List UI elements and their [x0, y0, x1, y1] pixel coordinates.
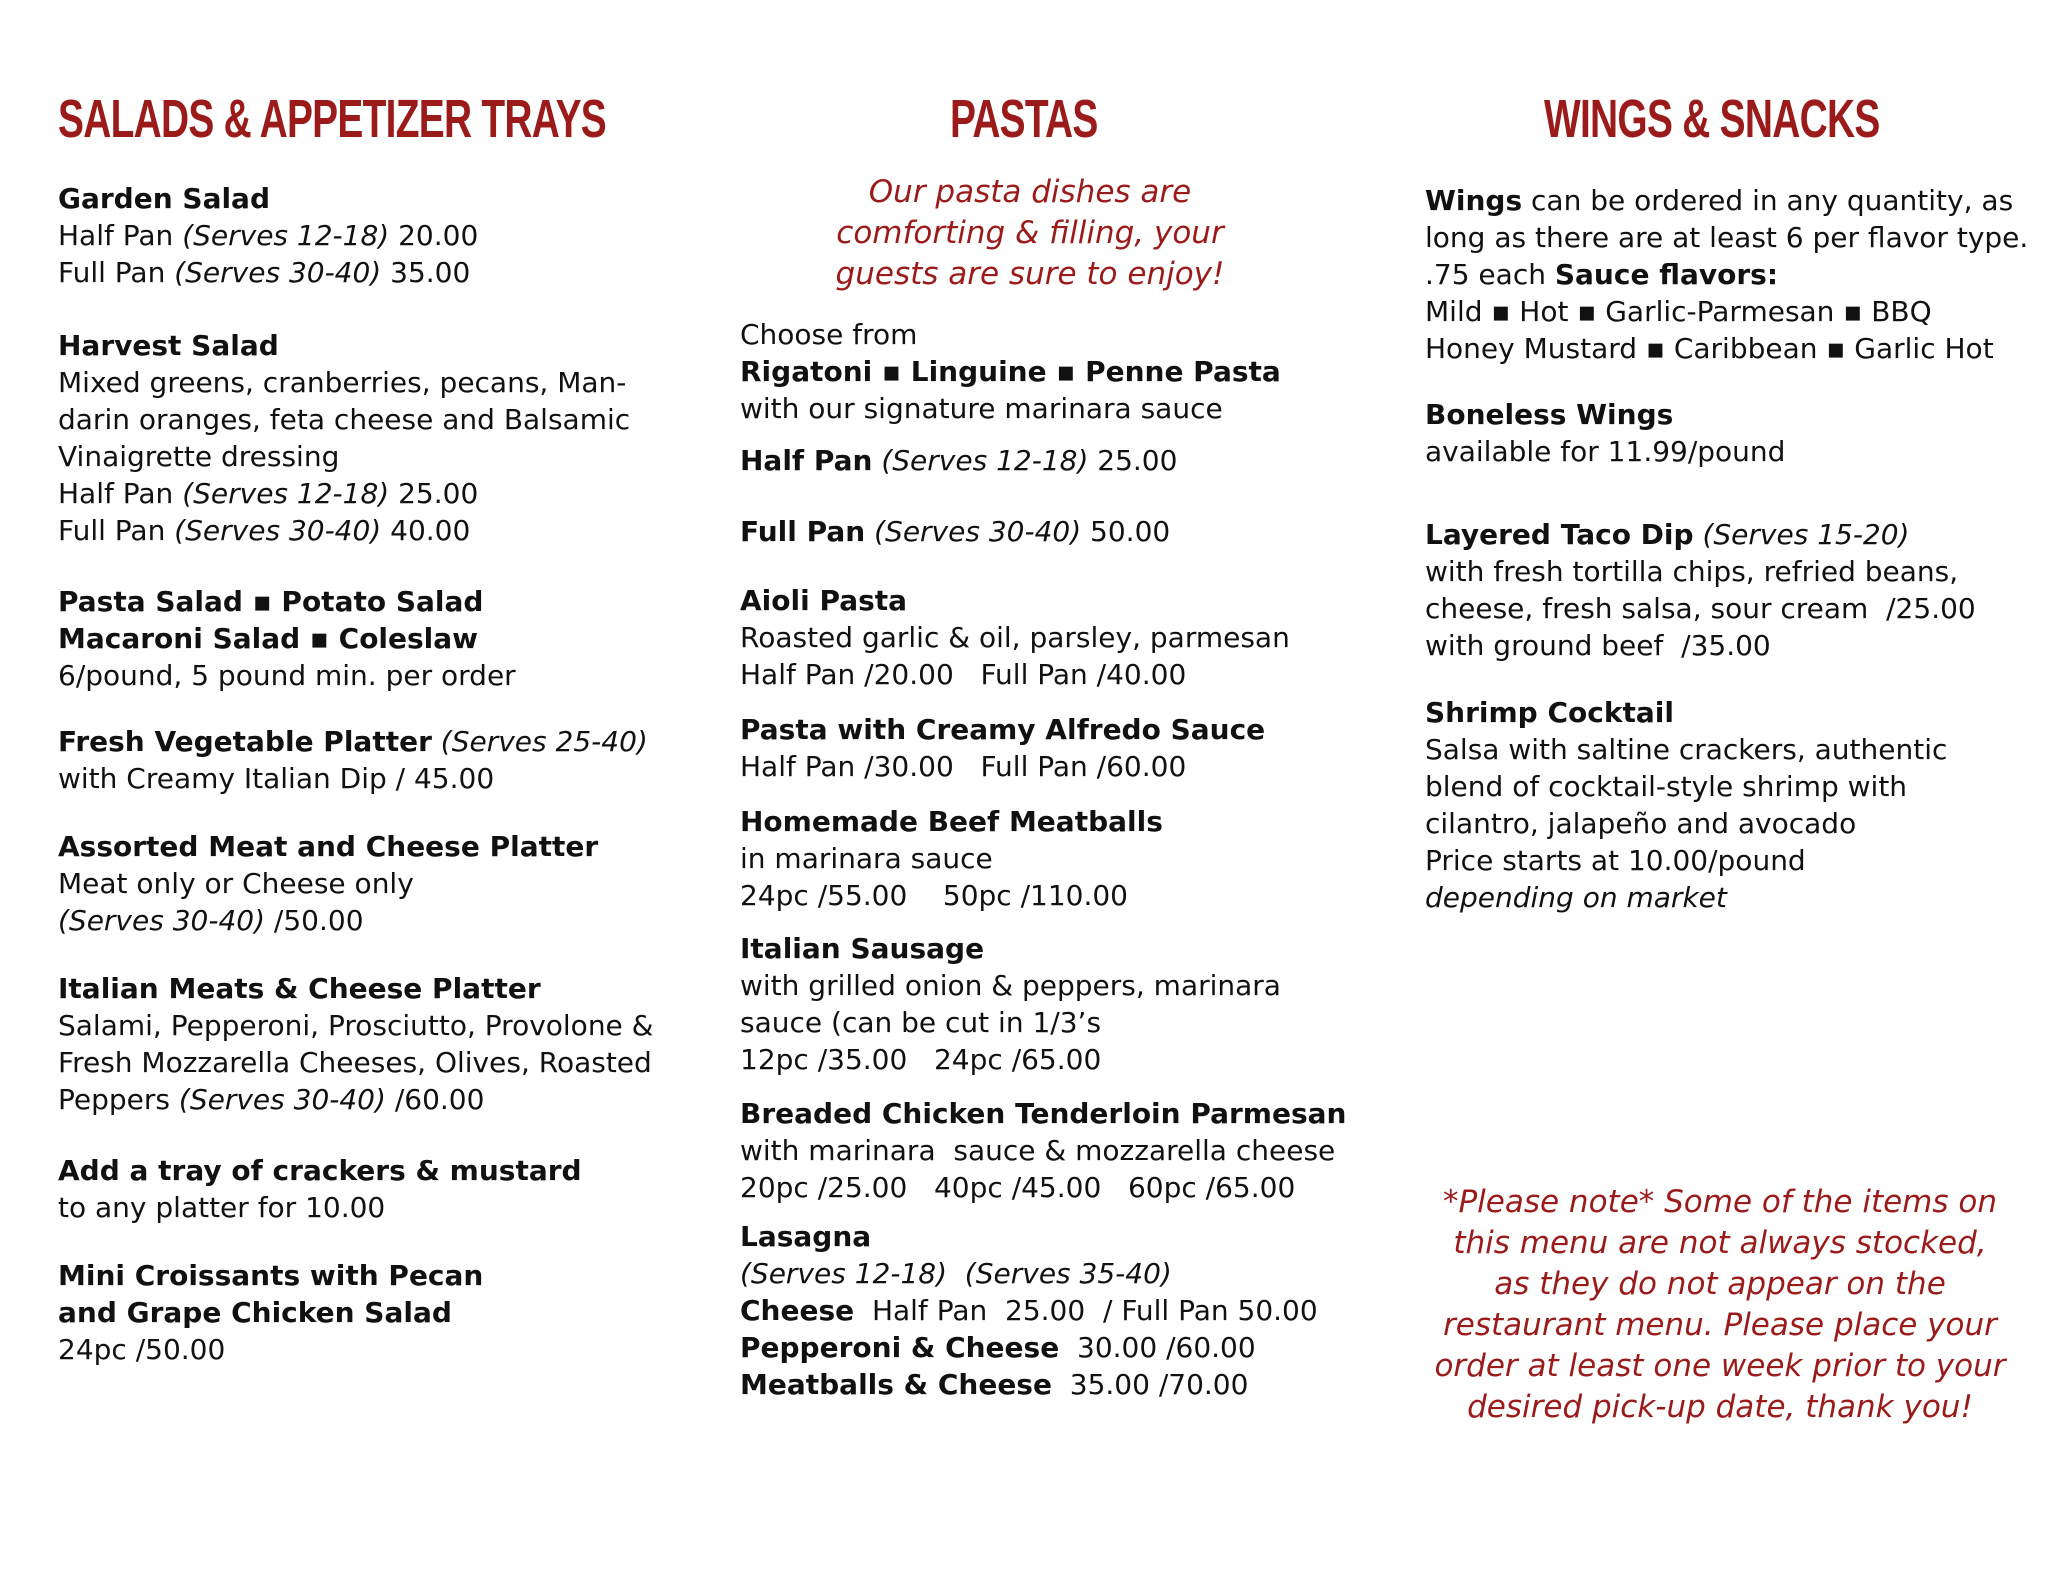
chicken-parmesan: Breaded Chicken Tenderloin Parmesan with marinara sauce & mozzarella cheese 20pc /25.00 40pc /45.00 60pc /65.00: [740, 1097, 1347, 1204]
italian-sausage: Italian Sausage with grilled onion & peppers, marinara sauce (can be cut in 1/3’s 12pc /35.00 24pc /65.00: [740, 932, 1281, 1076]
lasagna: Lasagna (Serves 12-18) (Serves 35-40) Cheese Half Pan 25.00 / Full Pan 50.00 Pepperoni & Cheese 30.00 /60.00 Meatballs & Cheese 35.00 /70.00: [740, 1220, 1318, 1401]
shrimp-cocktail: Shrimp Cocktail Salsa with saltine crackers, authentic blend of cocktail-style shrimp with cilantro, jalapeño and avocado Price starts at 10.00/pound depending on market: [1425, 696, 1948, 914]
crackers-addon: Add a tray of crackers & mustard to any platter for 10.00: [58, 1154, 582, 1224]
vegetable-platter: Fresh Vegetable Platter (Serves 25-40) with Creamy Italian Dip / 45.00: [58, 725, 648, 795]
pasta-choose: Choose from Rigatoni ▪ Linguine ▪ Penne Pasta with our signature marinara sauce: [740, 318, 1281, 425]
stock-note: *Please note* Some of the items on this menu are not always stocked, as they do not appear on the restaurant menu. Please place your order at least one week prior to your desired pick-up date, thank you!: [1434, 1184, 2006, 1425]
pasta-half-pan: Half Pan (Serves 12-18) 25.00: [740, 444, 1178, 477]
harvest-salad: Harvest Salad Mixed greens, cranberries, pecans, Man- darin oranges, feta cheese and Balsamic Vinaigrette dressing Half Pan (Serves 12-18) 25.00 Full Pan (Serves 30-40) 40.00: [58, 329, 631, 547]
pasta-full-pan: Full Pan (Serves 30-40) 50.00: [740, 515, 1171, 548]
wings-info: Wings can be ordered in any quantity, as long as there are at least 6 per flavor type. .75 each Sauce flavors: Mild ▪ Hot ▪ Garlic-Parmesan ▪ BBQ Honey Mustard ▪ Caribbean ▪ Garlic Hot: [1425, 184, 2029, 365]
side-salads: Pasta Salad ▪ Potato Salad Macaroni Salad ▪ Coleslaw 6/pound, 5 pound min. per order: [58, 585, 516, 692]
pastas-intro: Our pasta dishes are comforting & filling, your guests are sure to enjoy!: [835, 174, 1225, 292]
pastas-heading: PASTAS: [950, 89, 1098, 149]
boneless-wings: Boneless Wings available for 11.99/pound: [1425, 398, 1786, 468]
salads-heading: SALADS & APPETIZER TRAYS: [58, 89, 606, 149]
mini-croissants: Mini Croissants with Pecan and Grape Chicken Salad 24pc /50.00: [58, 1259, 484, 1366]
italian-platter: Italian Meats & Cheese Platter Salami, Pepperoni, Prosciutto, Provolone & Fresh Mozzarella Cheeses, Olives, Roasted Peppers (Serves 30-40) /60.00: [58, 972, 654, 1116]
meat-cheese-platter: Assorted Meat and Cheese Platter Meat only or Cheese only (Serves 30-40) /50.00: [58, 830, 599, 937]
garden-salad: Garden Salad Half Pan (Serves 12-18) 20.00 Full Pan (Serves 30-40) 35.00: [58, 182, 479, 289]
aioli-pasta: Aioli Pasta Roasted garlic & oil, parsley, parmesan Half Pan /20.00 Full Pan /40.00: [740, 584, 1290, 691]
beef-meatballs: Homemade Beef Meatballs in marinara sauce 24pc /55.00 50pc /110.00: [740, 805, 1163, 912]
taco-dip: Layered Taco Dip (Serves 15-20) with fresh tortilla chips, refried beans, cheese, fresh salsa, sour cream /25.00 with ground beef /35.00: [1425, 518, 1976, 662]
wings-heading: WINGS & SNACKS: [1544, 89, 1880, 149]
alfredo-pasta: Pasta with Creamy Alfredo Sauce Half Pan /30.00 Full Pan /60.00: [740, 713, 1266, 783]
